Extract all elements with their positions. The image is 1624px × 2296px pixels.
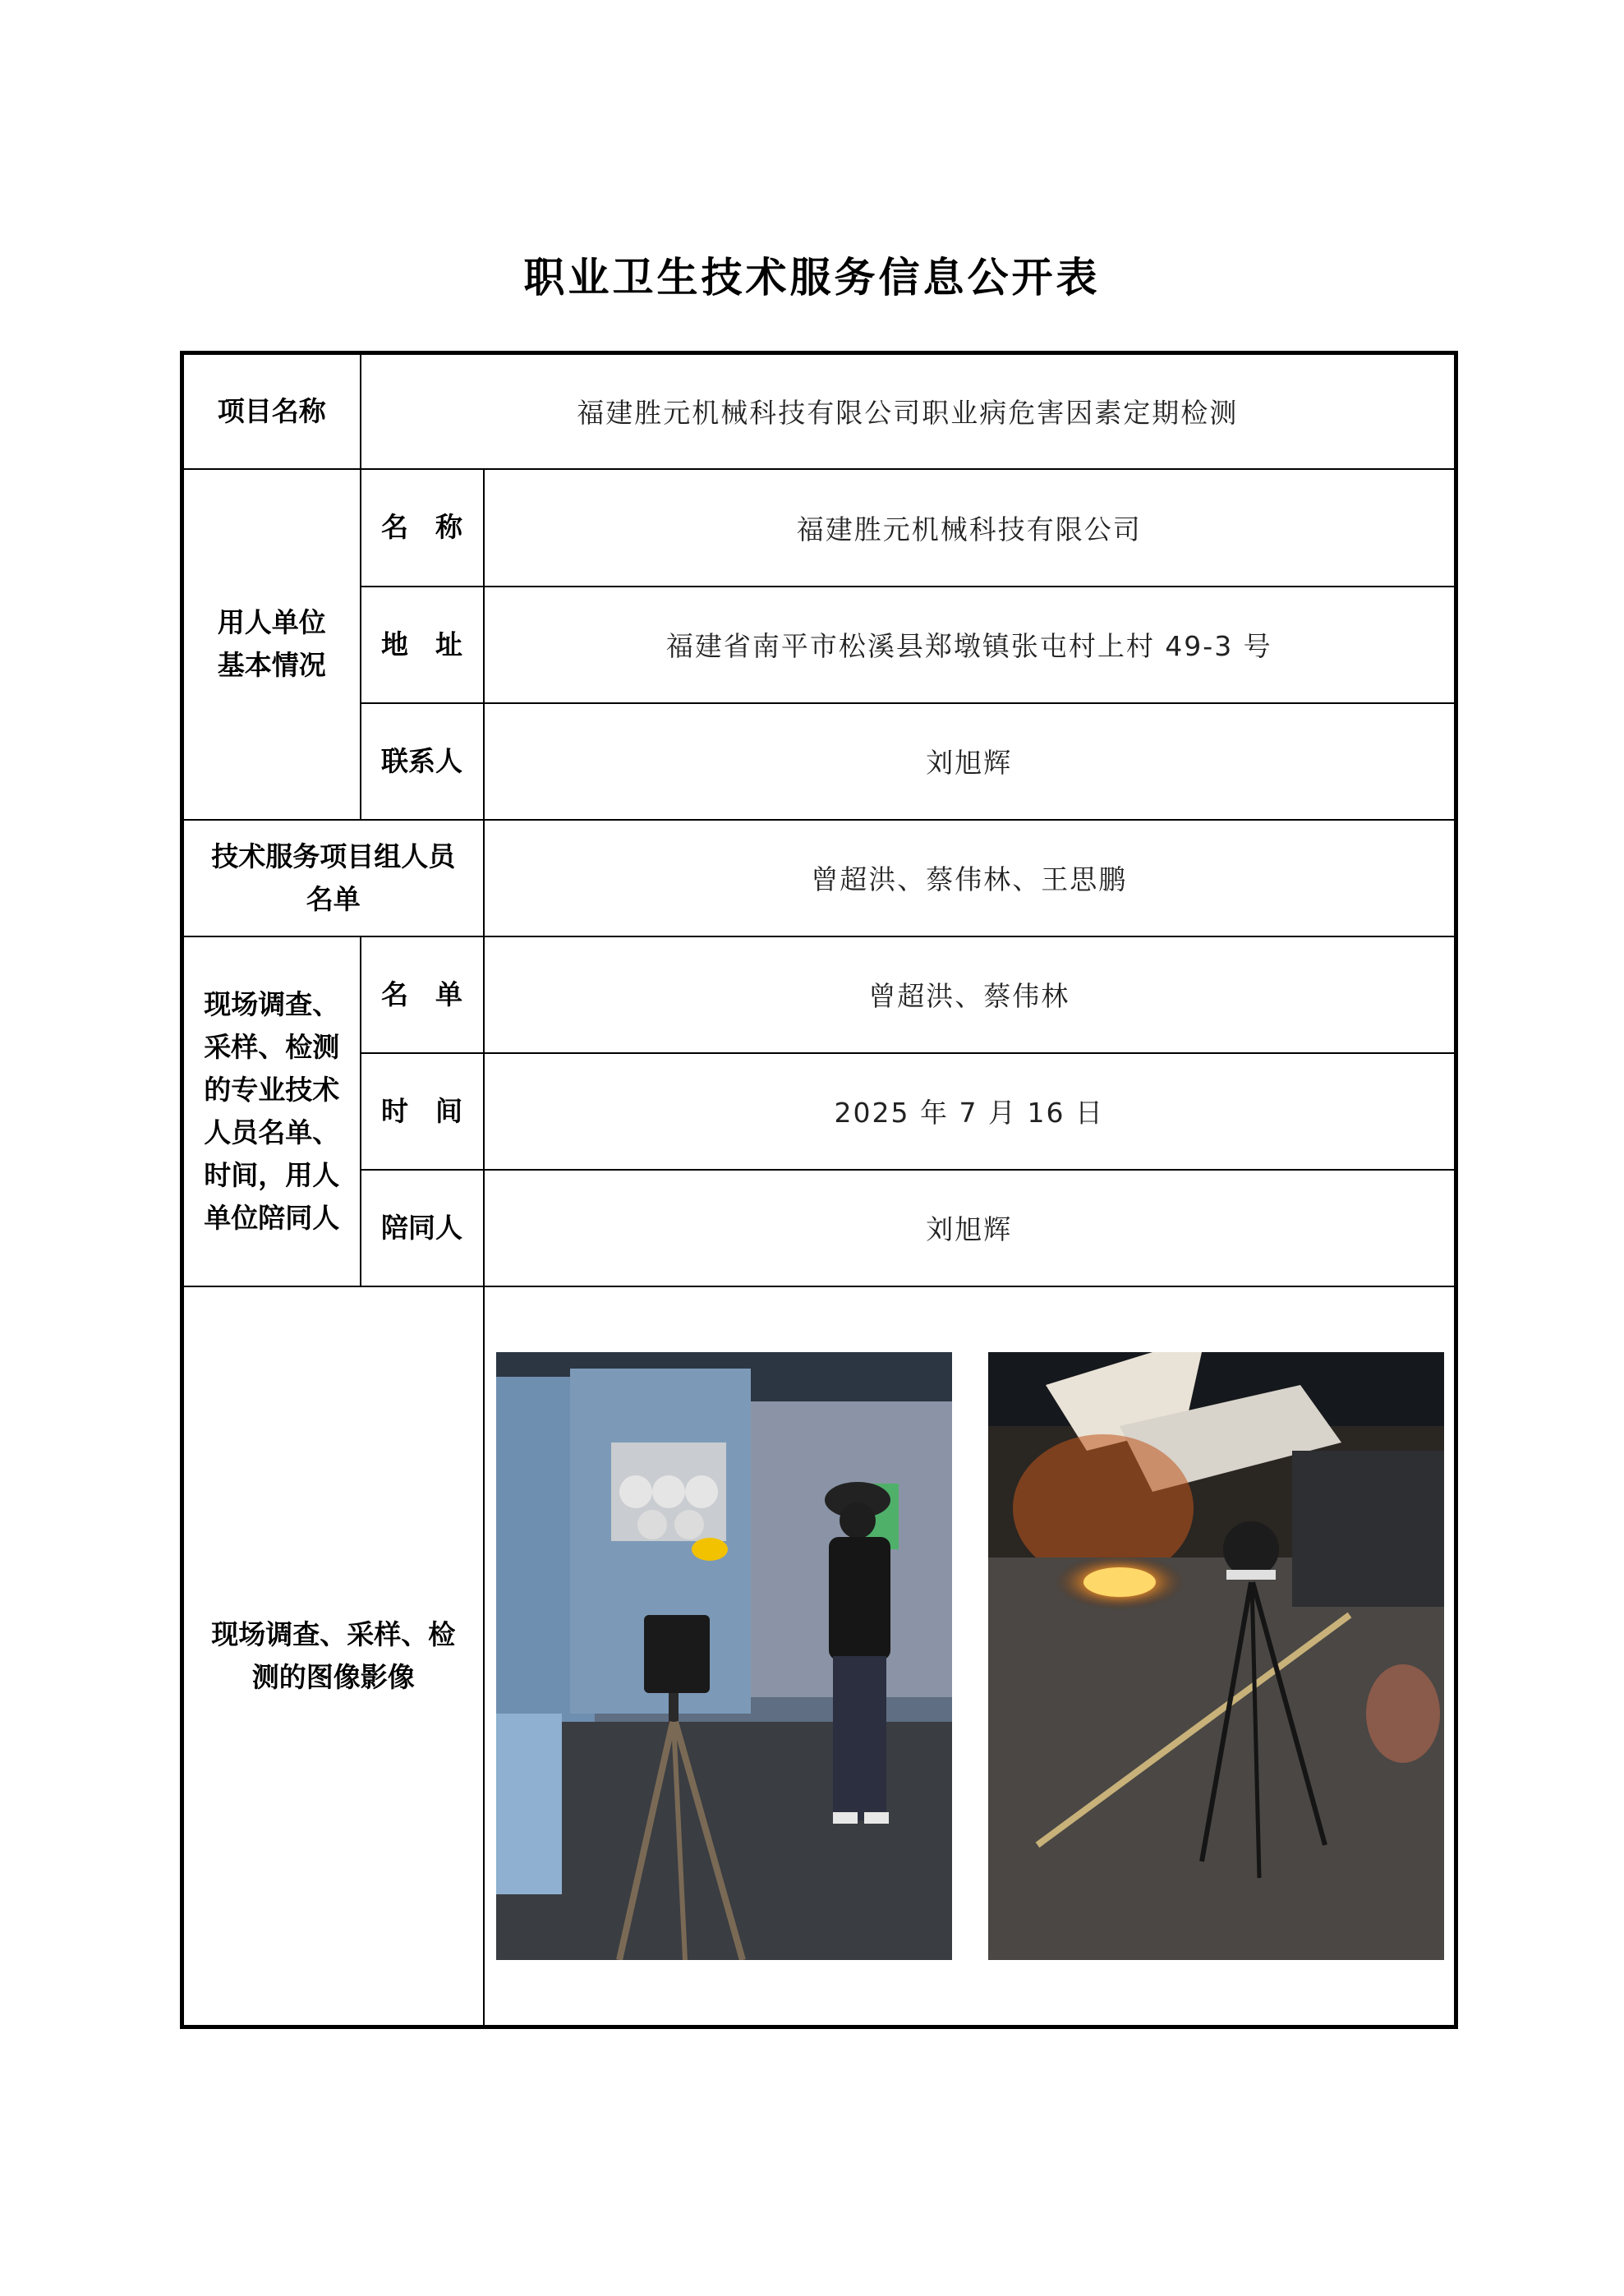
images-label-line1: 现场调查、采样、检 (211, 1617, 456, 1650)
project-value: 福建胜元机械科技有限公司职业病危害因素定期检测 (361, 353, 1456, 469)
address-label: 地 址 (361, 587, 484, 703)
field-label-line: 人员名单、 (204, 1116, 340, 1148)
images-label (182, 1286, 484, 2027)
field-escort-row (182, 1170, 1456, 1286)
field-time-label: 时 间 (361, 1053, 484, 1170)
contact-label: 联系人 (361, 703, 484, 820)
employer-label (182, 469, 361, 820)
images-cell (484, 1286, 1456, 2027)
field-time-value: 2025 年 7 月 16 日 (484, 1053, 1456, 1170)
page-title: 职业卫生技术服务信息公开表 (523, 254, 1101, 301)
team-label (182, 820, 484, 936)
employer-name-row (182, 469, 1456, 587)
team-value: 曾超洪、蔡伟林、王思鹏 (484, 820, 1456, 936)
info-table (180, 351, 1458, 2029)
field-label-line: 采样、检测 (204, 1030, 340, 1063)
field-names-value: 曾超洪、蔡伟林 (484, 936, 1456, 1053)
employer-label-line1: 用人单位 (217, 606, 326, 638)
site-photo-1-image (496, 1352, 952, 1960)
team-label-line1: 技术服务项目组人员 (211, 840, 456, 872)
field-escort-value: 刘旭辉 (484, 1170, 1456, 1286)
team-row (182, 820, 1456, 936)
employer-address-row (182, 587, 1456, 703)
photo-gallery (485, 1352, 1455, 1960)
field-names-label: 名 单 (361, 936, 484, 1053)
name-value: 福建胜元机械科技有限公司 (484, 469, 1456, 587)
field-names-row (182, 936, 1456, 1053)
field-label-line: 现场调查、 (204, 987, 340, 1020)
site-photo-1 (496, 1352, 952, 1960)
name-label: 名 称 (361, 469, 484, 587)
contact-value: 刘旭辉 (484, 703, 1456, 820)
employer-contact-row (182, 703, 1456, 820)
address-value: 福建省南平市松溪县郑墩镇张屯村上村 49-3 号 (484, 587, 1456, 703)
field-label-line: 单位陪同人 (204, 1201, 340, 1234)
project-row (182, 353, 1456, 469)
field-label (182, 936, 361, 1286)
site-photo-2 (988, 1352, 1444, 1960)
project-label: 项目名称 (182, 353, 361, 469)
images-row (182, 1286, 1456, 2027)
team-label-line2: 名单 (306, 882, 361, 915)
field-escort-label: 陪同人 (361, 1170, 484, 1286)
field-time-row (182, 1053, 1456, 1170)
site-photo-2-image (988, 1352, 1444, 1960)
employer-label-line2: 基本情况 (217, 649, 326, 681)
field-label-line: 的专业技术 (204, 1073, 340, 1106)
images-label-line2: 测的图像影像 (251, 1660, 415, 1693)
field-label-line: 时间，用人 (204, 1158, 340, 1191)
